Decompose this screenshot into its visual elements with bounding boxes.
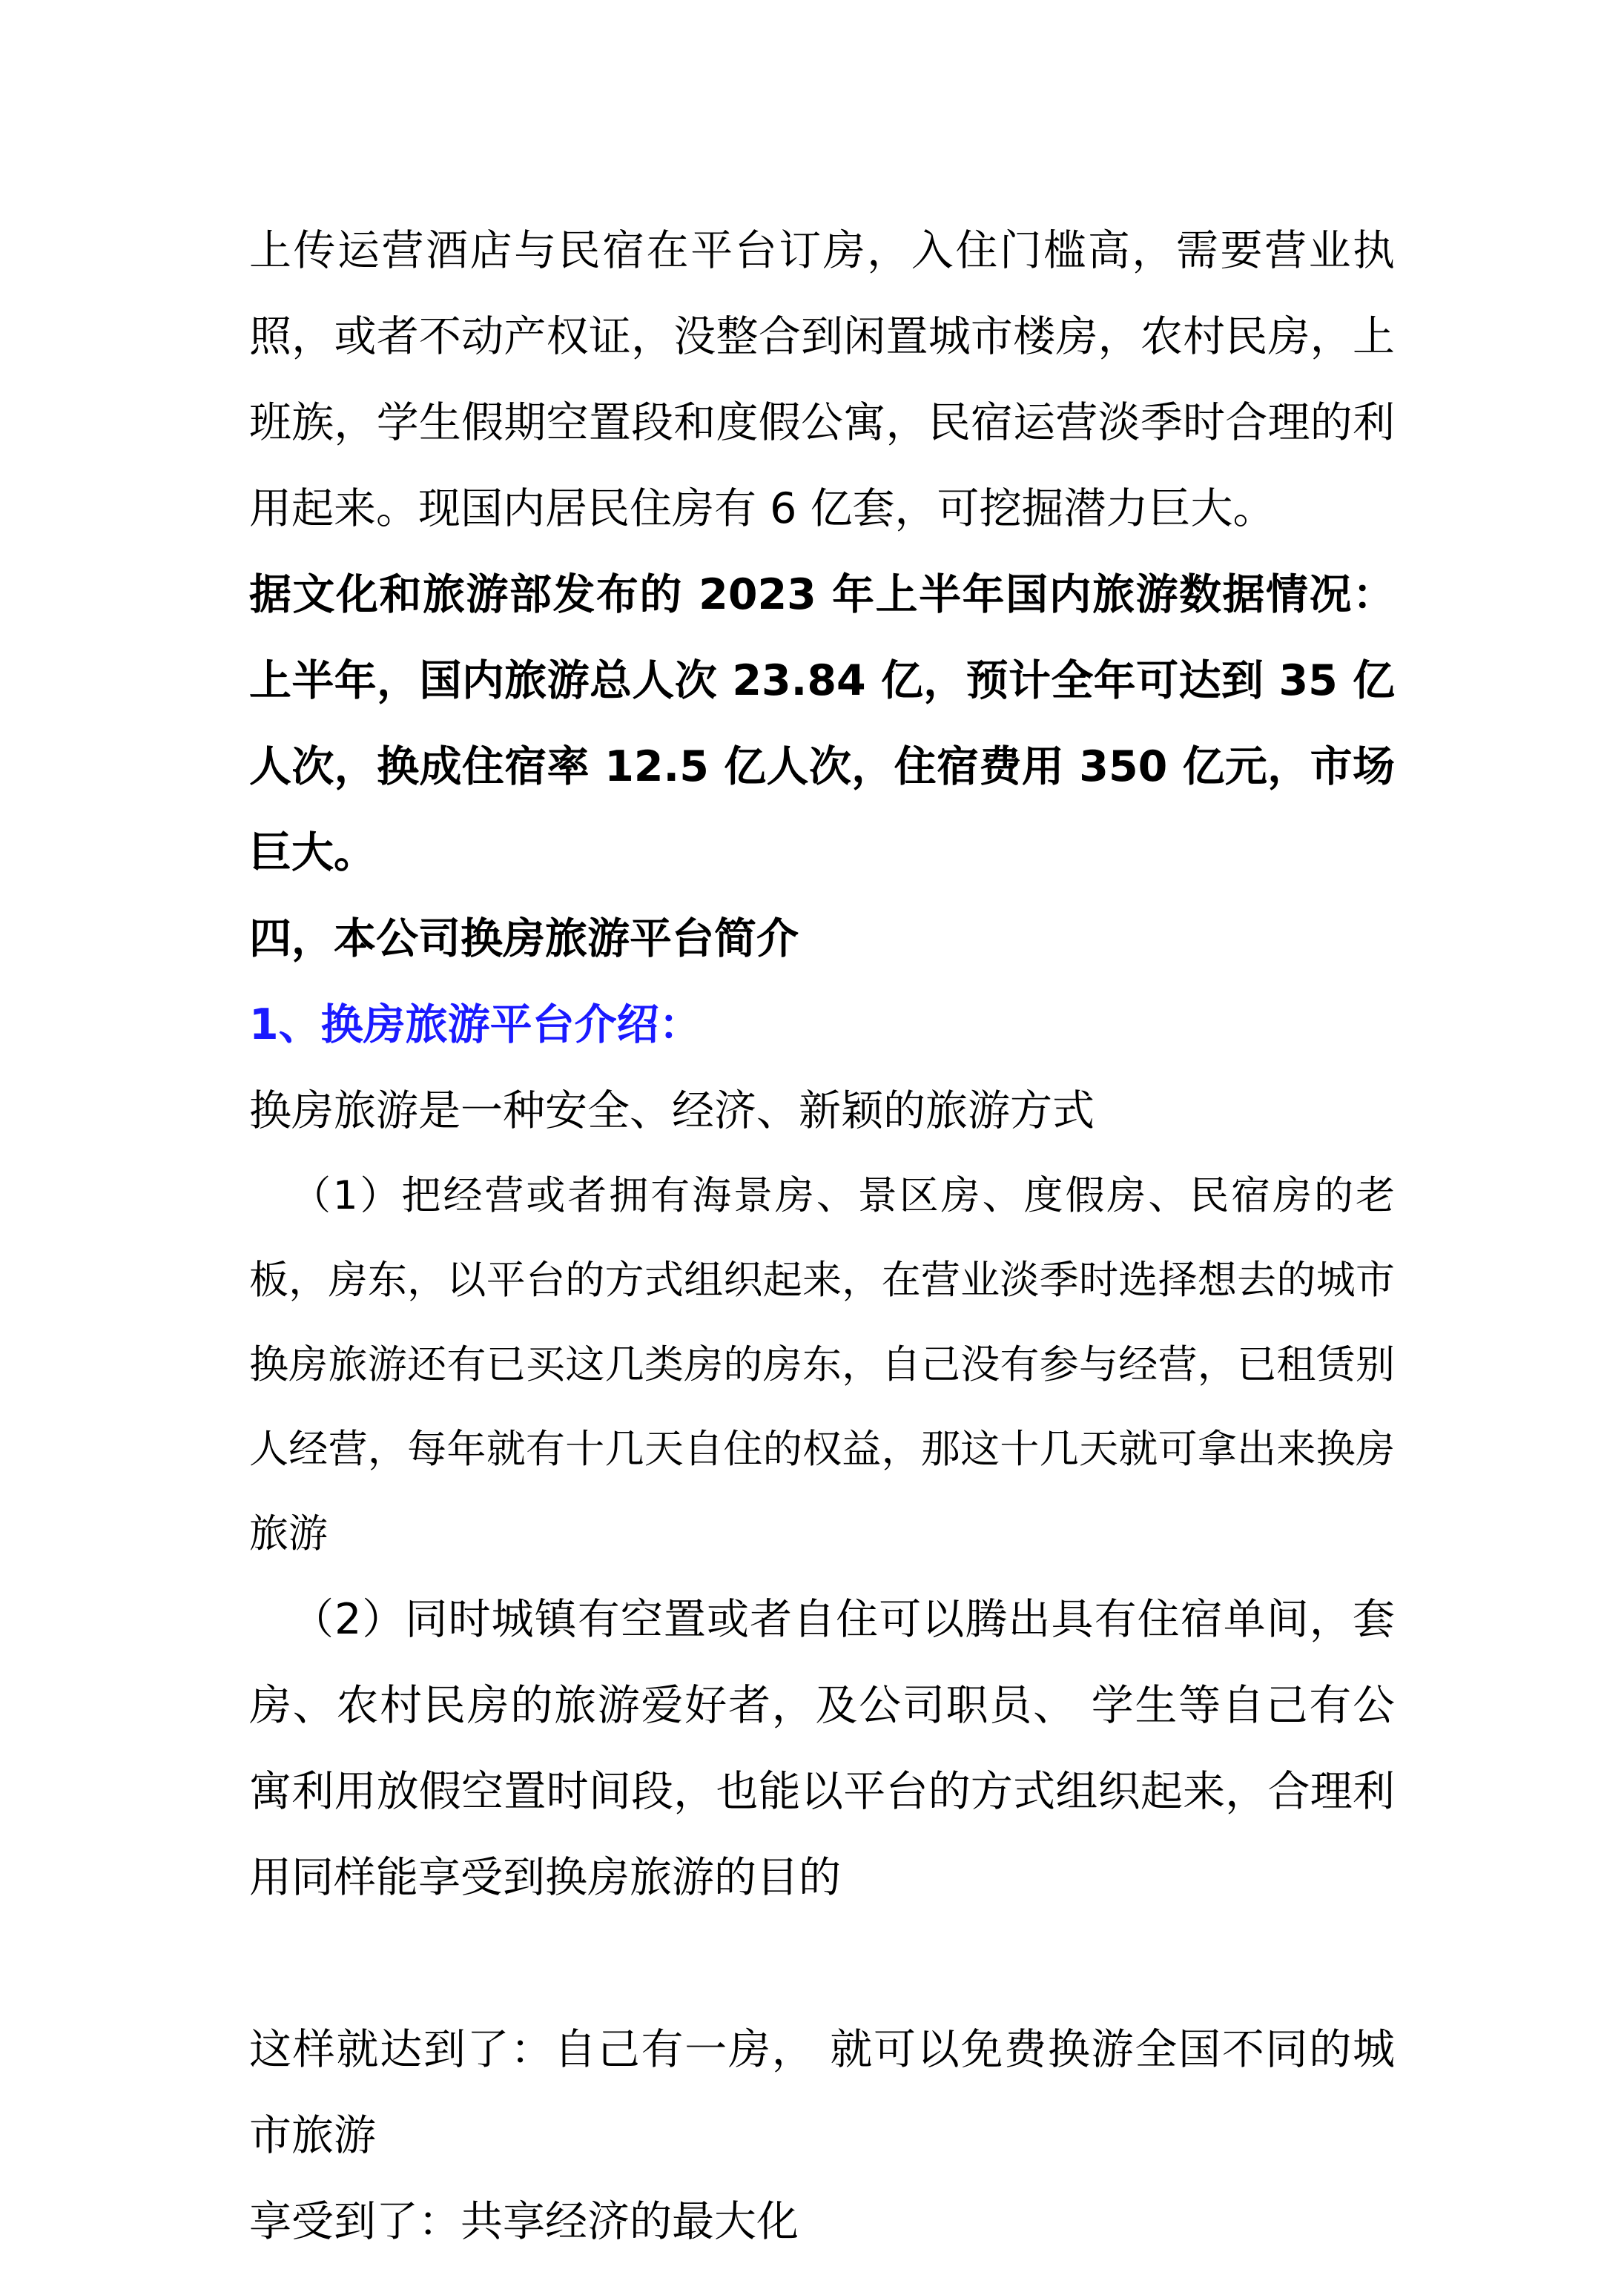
intro-paragraph: 上传运营酒店与民宿在平台订房，入住门槛高，需要营业执照，或者不动产权证，没整合到闲置城市楼房，农村民房，上班族，学生假期空置段和度假公寓，民宿运营淡季时合理的利用起来。现国内居民住房有 6 亿套，可挖掘潜力巨大。	[249, 226, 1395, 533]
list-item-1: （1）把经营或者拥有海景房、景区房、度假房、民宿房的老板，房东，以平台的方式组织起来，在营业淡季时选择想去的城市换房旅游还有已买这几类房的房东，自己没有参与经营，已租赁别人经营，每年就有十几天自住的权益，那这十几天就可拿出来换房旅游	[249, 1173, 1395, 1556]
blank-line	[249, 1921, 1395, 2007]
tourism-stats-paragraph: 据文化和旅游部发布的 2023 年上半年国内旅游数据情况：上半年，国内旅游总人次 23.84 亿，预计全年可达到 35 亿人次，换成住宿率 12.5 亿人次，住宿费用 350 亿元，市场巨大。	[249, 570, 1395, 877]
sub-heading: 1、换房旅游平台介绍：	[249, 1000, 702, 1049]
conclusion-paragraph-1: 这样就达到了：自己有一房， 就可以免费换游全国不同的城市旅游	[249, 2025, 1395, 2160]
conclusion-paragraph-2: 享受到了：共享经济的最大化	[249, 2197, 799, 2246]
section-heading: 四，本公司换房旅游平台简介	[249, 914, 799, 963]
definition-paragraph: 换房旅游是一种安全、经济、新颖的旅游方式	[249, 1086, 1095, 1135]
list-item-2: （2）同时城镇有空置或者自住可以腾出具有住宿单间，套房、农村民房的旅游爱好者，及公司职员、 学生等自己有公寓利用放假空置时间段，也能以平台的方式组织起来，合理利用同样能享受到换房旅游的目的	[249, 1595, 1395, 1902]
document-page	[249, 208, 1395, 2265]
